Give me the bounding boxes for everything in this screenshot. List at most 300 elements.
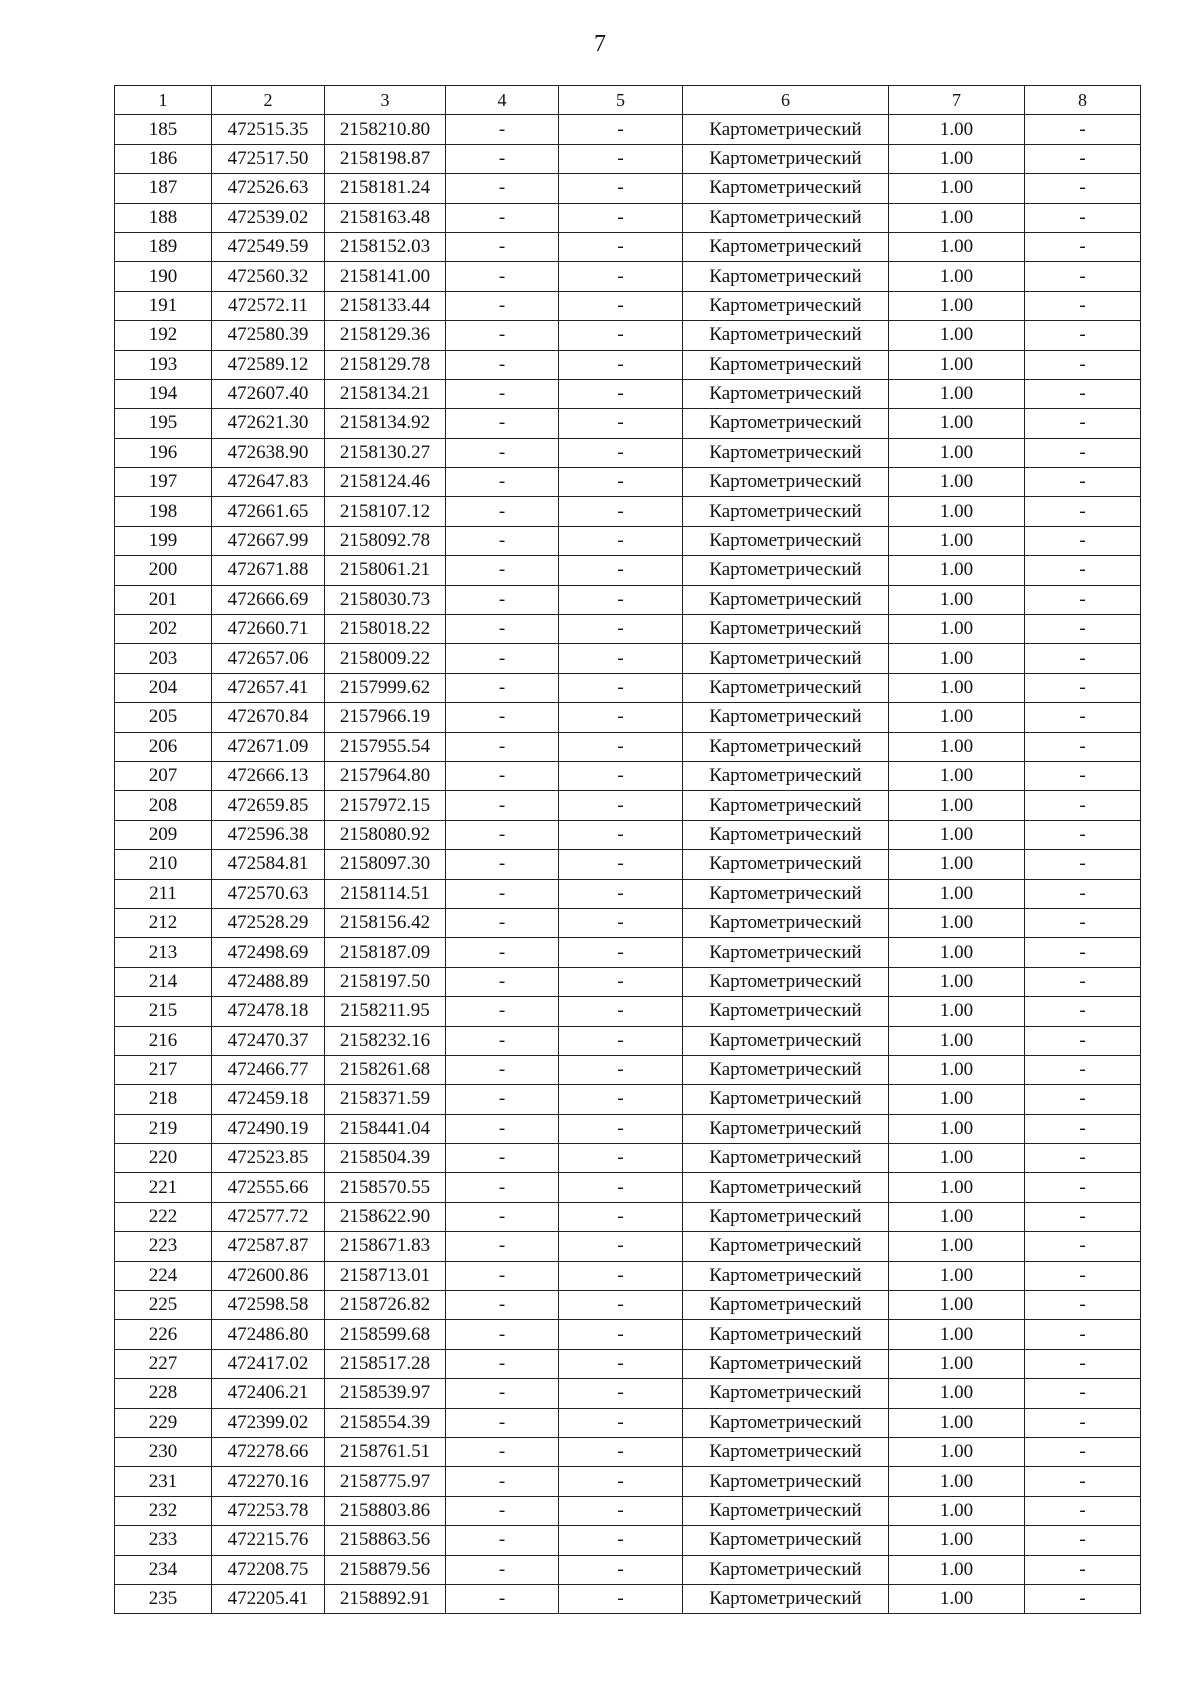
method-cell: Картометрический [683, 144, 889, 173]
column-5-cell: - [559, 1320, 683, 1349]
x-coordinate-cell: 472555.66 [212, 1173, 325, 1202]
point-number-cell: 208 [115, 791, 212, 820]
column-5-cell: - [559, 379, 683, 408]
column-5-cell: - [559, 291, 683, 320]
point-number-cell: 192 [115, 321, 212, 350]
y-coordinate-cell: 2158671.83 [325, 1232, 446, 1261]
accuracy-cell: 1.00 [889, 468, 1025, 497]
column-8-cell: - [1025, 556, 1141, 585]
column-8-cell: - [1025, 1055, 1141, 1084]
column-4-cell: - [446, 761, 559, 790]
point-number-cell: 190 [115, 262, 212, 291]
point-number-cell: 216 [115, 1026, 212, 1055]
column-4-cell: - [446, 938, 559, 967]
column-4-cell: - [446, 1232, 559, 1261]
y-coordinate-cell: 2158197.50 [325, 967, 446, 996]
column-8-cell: - [1025, 850, 1141, 879]
table-row [115, 1232, 1141, 1261]
table-row [115, 144, 1141, 173]
y-coordinate-cell: 2157972.15 [325, 791, 446, 820]
accuracy-cell: 1.00 [889, 1584, 1025, 1613]
accuracy-cell: 1.00 [889, 1114, 1025, 1143]
column-8-cell: - [1025, 703, 1141, 732]
table-row [115, 732, 1141, 761]
coordinates-table [114, 85, 1141, 1614]
point-number-cell: 222 [115, 1202, 212, 1231]
accuracy-cell: 1.00 [889, 1173, 1025, 1202]
column-4-cell: - [446, 321, 559, 350]
column-4-cell: - [446, 997, 559, 1026]
column-4-cell: - [446, 1173, 559, 1202]
accuracy-cell: 1.00 [889, 673, 1025, 702]
table-row [115, 585, 1141, 614]
column-4-cell: - [446, 468, 559, 497]
point-number-cell: 187 [115, 174, 212, 203]
column-4-cell: - [446, 203, 559, 232]
column-8-cell: - [1025, 997, 1141, 1026]
method-cell: Картометрический [683, 585, 889, 614]
column-4-cell: - [446, 908, 559, 937]
column-8-cell: - [1025, 615, 1141, 644]
accuracy-cell: 1.00 [889, 585, 1025, 614]
table-row [115, 761, 1141, 790]
column-4-cell: - [446, 673, 559, 702]
column-4-cell: - [446, 1055, 559, 1084]
x-coordinate-cell: 472208.75 [212, 1555, 325, 1584]
column-5-cell: - [559, 1584, 683, 1613]
point-number-cell: 189 [115, 232, 212, 261]
method-cell: Картометрический [683, 379, 889, 408]
accuracy-cell: 1.00 [889, 820, 1025, 849]
y-coordinate-cell: 2158141.00 [325, 262, 446, 291]
y-coordinate-cell: 2158133.44 [325, 291, 446, 320]
column-4-cell: - [446, 1467, 559, 1496]
method-cell: Картометрический [683, 1291, 889, 1320]
table-row [115, 174, 1141, 203]
column-5-cell: - [559, 761, 683, 790]
column-8-cell: - [1025, 732, 1141, 761]
accuracy-cell: 1.00 [889, 938, 1025, 967]
column-header: 1 [115, 86, 212, 115]
x-coordinate-cell: 472498.69 [212, 938, 325, 967]
x-coordinate-cell: 472600.86 [212, 1261, 325, 1290]
accuracy-cell: 1.00 [889, 1026, 1025, 1055]
x-coordinate-cell: 472253.78 [212, 1496, 325, 1525]
point-number-cell: 193 [115, 350, 212, 379]
y-coordinate-cell: 2158114.51 [325, 879, 446, 908]
x-coordinate-cell: 472598.58 [212, 1291, 325, 1320]
method-cell: Картометрический [683, 468, 889, 497]
column-8-cell: - [1025, 438, 1141, 467]
column-8-cell: - [1025, 497, 1141, 526]
column-4-cell: - [446, 1408, 559, 1437]
column-5-cell: - [559, 673, 683, 702]
table-row [115, 1173, 1141, 1202]
column-8-cell: - [1025, 791, 1141, 820]
accuracy-cell: 1.00 [889, 791, 1025, 820]
column-4-cell: - [446, 1437, 559, 1466]
column-4-cell: - [446, 1379, 559, 1408]
column-header: 7 [889, 86, 1025, 115]
x-coordinate-cell: 472417.02 [212, 1349, 325, 1378]
point-number-cell: 210 [115, 850, 212, 879]
method-cell: Картометрический [683, 232, 889, 261]
accuracy-cell: 1.00 [889, 291, 1025, 320]
accuracy-cell: 1.00 [889, 1408, 1025, 1437]
x-coordinate-cell: 472205.41 [212, 1584, 325, 1613]
column-header: 4 [446, 86, 559, 115]
point-number-cell: 231 [115, 1467, 212, 1496]
table-row [115, 1144, 1141, 1173]
column-4-cell: - [446, 232, 559, 261]
accuracy-cell: 1.00 [889, 526, 1025, 555]
y-coordinate-cell: 2157955.54 [325, 732, 446, 761]
column-4-cell: - [446, 291, 559, 320]
column-4-cell: - [446, 1026, 559, 1055]
point-number-cell: 220 [115, 1144, 212, 1173]
method-cell: Картометрический [683, 879, 889, 908]
column-8-cell: - [1025, 232, 1141, 261]
table-row [115, 703, 1141, 732]
column-5-cell: - [559, 350, 683, 379]
column-4-cell: - [446, 409, 559, 438]
point-number-cell: 197 [115, 468, 212, 497]
y-coordinate-cell: 2158181.24 [325, 174, 446, 203]
point-number-cell: 207 [115, 761, 212, 790]
table-row [115, 1408, 1141, 1437]
table-row [115, 1261, 1141, 1290]
column-8-cell: - [1025, 820, 1141, 849]
y-coordinate-cell: 2158134.21 [325, 379, 446, 408]
accuracy-cell: 1.00 [889, 879, 1025, 908]
y-coordinate-cell: 2158134.92 [325, 409, 446, 438]
y-coordinate-cell: 2158622.90 [325, 1202, 446, 1231]
table-row [115, 1085, 1141, 1114]
accuracy-cell: 1.00 [889, 1202, 1025, 1231]
method-cell: Картометрический [683, 644, 889, 673]
method-cell: Картометрический [683, 203, 889, 232]
column-5-cell: - [559, 732, 683, 761]
point-number-cell: 194 [115, 379, 212, 408]
column-5-cell: - [559, 791, 683, 820]
method-cell: Картометрический [683, 115, 889, 144]
table-row [115, 1026, 1141, 1055]
column-5-cell: - [559, 526, 683, 555]
point-number-cell: 218 [115, 1085, 212, 1114]
x-coordinate-cell: 472666.69 [212, 585, 325, 614]
x-coordinate-cell: 472466.77 [212, 1055, 325, 1084]
table-row [115, 820, 1141, 849]
x-coordinate-cell: 472270.16 [212, 1467, 325, 1496]
accuracy-cell: 1.00 [889, 850, 1025, 879]
y-coordinate-cell: 2157999.62 [325, 673, 446, 702]
y-coordinate-cell: 2158261.68 [325, 1055, 446, 1084]
column-8-cell: - [1025, 1555, 1141, 1584]
column-4-cell: - [446, 1526, 559, 1555]
method-cell: Картометрический [683, 820, 889, 849]
column-4-cell: - [446, 1085, 559, 1114]
y-coordinate-cell: 2158187.09 [325, 938, 446, 967]
x-coordinate-cell: 472399.02 [212, 1408, 325, 1437]
point-number-cell: 234 [115, 1555, 212, 1584]
table-row [115, 615, 1141, 644]
table-row [115, 556, 1141, 585]
column-5-cell: - [559, 232, 683, 261]
y-coordinate-cell: 2158211.95 [325, 997, 446, 1026]
column-8-cell: - [1025, 321, 1141, 350]
accuracy-cell: 1.00 [889, 1085, 1025, 1114]
table-row [115, 1584, 1141, 1613]
method-cell: Картометрический [683, 938, 889, 967]
method-cell: Картометрический [683, 850, 889, 879]
column-4-cell: - [446, 1555, 559, 1584]
y-coordinate-cell: 2158517.28 [325, 1349, 446, 1378]
column-4-cell: - [446, 1291, 559, 1320]
y-coordinate-cell: 2158441.04 [325, 1114, 446, 1143]
method-cell: Картометрический [683, 526, 889, 555]
x-coordinate-cell: 472406.21 [212, 1379, 325, 1408]
column-8-cell: - [1025, 1114, 1141, 1143]
method-cell: Картометрический [683, 438, 889, 467]
y-coordinate-cell: 2158156.42 [325, 908, 446, 937]
accuracy-cell: 1.00 [889, 615, 1025, 644]
point-number-cell: 199 [115, 526, 212, 555]
column-header: 8 [1025, 86, 1141, 115]
column-8-cell: - [1025, 262, 1141, 291]
column-5-cell: - [559, 879, 683, 908]
column-8-cell: - [1025, 1232, 1141, 1261]
point-number-cell: 213 [115, 938, 212, 967]
column-8-cell: - [1025, 1261, 1141, 1290]
column-5-cell: - [559, 1026, 683, 1055]
column-8-cell: - [1025, 1408, 1141, 1437]
point-number-cell: 228 [115, 1379, 212, 1408]
column-8-cell: - [1025, 908, 1141, 937]
column-4-cell: - [446, 585, 559, 614]
accuracy-cell: 1.00 [889, 144, 1025, 173]
accuracy-cell: 1.00 [889, 232, 1025, 261]
column-8-cell: - [1025, 174, 1141, 203]
method-cell: Картометрический [683, 1114, 889, 1143]
table-row [115, 203, 1141, 232]
column-8-cell: - [1025, 1173, 1141, 1202]
x-coordinate-cell: 472607.40 [212, 379, 325, 408]
column-8-cell: - [1025, 1349, 1141, 1378]
accuracy-cell: 1.00 [889, 1261, 1025, 1290]
x-coordinate-cell: 472671.09 [212, 732, 325, 761]
point-number-cell: 233 [115, 1526, 212, 1555]
x-coordinate-cell: 472572.11 [212, 291, 325, 320]
method-cell: Картометрический [683, 791, 889, 820]
y-coordinate-cell: 2158018.22 [325, 615, 446, 644]
column-header: 3 [325, 86, 446, 115]
method-cell: Картометрический [683, 556, 889, 585]
table-row [115, 967, 1141, 996]
method-cell: Картометрический [683, 967, 889, 996]
y-coordinate-cell: 2158030.73 [325, 585, 446, 614]
x-coordinate-cell: 472589.12 [212, 350, 325, 379]
point-number-cell: 195 [115, 409, 212, 438]
y-coordinate-cell: 2158371.59 [325, 1085, 446, 1114]
table-row [115, 644, 1141, 673]
table-row [115, 291, 1141, 320]
column-8-cell: - [1025, 526, 1141, 555]
y-coordinate-cell: 2158539.97 [325, 1379, 446, 1408]
column-4-cell: - [446, 438, 559, 467]
y-coordinate-cell: 2158163.48 [325, 203, 446, 232]
table-row [115, 468, 1141, 497]
column-5-cell: - [559, 1526, 683, 1555]
method-cell: Картометрический [683, 1584, 889, 1613]
method-cell: Картометрический [683, 1085, 889, 1114]
method-cell: Картометрический [683, 1173, 889, 1202]
column-4-cell: - [446, 967, 559, 996]
x-coordinate-cell: 472638.90 [212, 438, 325, 467]
accuracy-cell: 1.00 [889, 1437, 1025, 1466]
y-coordinate-cell: 2158879.56 [325, 1555, 446, 1584]
accuracy-cell: 1.00 [889, 321, 1025, 350]
method-cell: Картометрический [683, 1496, 889, 1525]
point-number-cell: 196 [115, 438, 212, 467]
table-row [115, 1320, 1141, 1349]
point-number-cell: 219 [115, 1114, 212, 1143]
table-row [115, 379, 1141, 408]
accuracy-cell: 1.00 [889, 703, 1025, 732]
column-header: 6 [683, 86, 889, 115]
column-8-cell: - [1025, 379, 1141, 408]
column-8-cell: - [1025, 1584, 1141, 1613]
table-row [115, 1349, 1141, 1378]
column-5-cell: - [559, 1408, 683, 1437]
y-coordinate-cell: 2158097.30 [325, 850, 446, 879]
column-4-cell: - [446, 1144, 559, 1173]
column-8-cell: - [1025, 115, 1141, 144]
y-coordinate-cell: 2158061.21 [325, 556, 446, 585]
x-coordinate-cell: 472523.85 [212, 1144, 325, 1173]
table-row [115, 1055, 1141, 1084]
column-8-cell: - [1025, 1379, 1141, 1408]
column-4-cell: - [446, 703, 559, 732]
table-row [115, 1202, 1141, 1231]
point-number-cell: 230 [115, 1437, 212, 1466]
column-5-cell: - [559, 1085, 683, 1114]
table-row [115, 350, 1141, 379]
method-cell: Картометрический [683, 761, 889, 790]
table-row [115, 997, 1141, 1026]
x-coordinate-cell: 472459.18 [212, 1085, 325, 1114]
column-8-cell: - [1025, 1202, 1141, 1231]
table-row [115, 908, 1141, 937]
y-coordinate-cell: 2157966.19 [325, 703, 446, 732]
column-4-cell: - [446, 526, 559, 555]
table-row [115, 409, 1141, 438]
method-cell: Картометрический [683, 997, 889, 1026]
point-number-cell: 235 [115, 1584, 212, 1613]
column-4-cell: - [446, 1320, 559, 1349]
accuracy-cell: 1.00 [889, 497, 1025, 526]
accuracy-cell: 1.00 [889, 1349, 1025, 1378]
column-5-cell: - [559, 1202, 683, 1231]
column-8-cell: - [1025, 1496, 1141, 1525]
point-number-cell: 214 [115, 967, 212, 996]
column-8-cell: - [1025, 1437, 1141, 1466]
column-5-cell: - [559, 1467, 683, 1496]
column-4-cell: - [446, 262, 559, 291]
x-coordinate-cell: 472278.66 [212, 1437, 325, 1466]
x-coordinate-cell: 472580.39 [212, 321, 325, 350]
point-number-cell: 201 [115, 585, 212, 614]
method-cell: Картометрический [683, 1379, 889, 1408]
column-8-cell: - [1025, 938, 1141, 967]
point-number-cell: 188 [115, 203, 212, 232]
y-coordinate-cell: 2158761.51 [325, 1437, 446, 1466]
point-number-cell: 229 [115, 1408, 212, 1437]
column-4-cell: - [446, 174, 559, 203]
column-5-cell: - [559, 908, 683, 937]
column-8-cell: - [1025, 468, 1141, 497]
table-row [115, 1555, 1141, 1584]
point-number-cell: 227 [115, 1349, 212, 1378]
x-coordinate-cell: 472666.13 [212, 761, 325, 790]
x-coordinate-cell: 472587.87 [212, 1232, 325, 1261]
table-row [115, 115, 1141, 144]
x-coordinate-cell: 472570.63 [212, 879, 325, 908]
point-number-cell: 200 [115, 556, 212, 585]
column-5-cell: - [559, 703, 683, 732]
table-row [115, 526, 1141, 555]
point-number-cell: 185 [115, 115, 212, 144]
table-row [115, 497, 1141, 526]
method-cell: Картометрический [683, 1408, 889, 1437]
x-coordinate-cell: 472215.76 [212, 1526, 325, 1555]
method-cell: Картометрический [683, 350, 889, 379]
column-8-cell: - [1025, 291, 1141, 320]
accuracy-cell: 1.00 [889, 1055, 1025, 1084]
column-5-cell: - [559, 967, 683, 996]
column-4-cell: - [446, 144, 559, 173]
column-8-cell: - [1025, 879, 1141, 908]
y-coordinate-cell: 2158080.92 [325, 820, 446, 849]
x-coordinate-cell: 472577.72 [212, 1202, 325, 1231]
x-coordinate-cell: 472486.80 [212, 1320, 325, 1349]
method-cell: Картометрический [683, 732, 889, 761]
column-5-cell: - [559, 1496, 683, 1525]
column-4-cell: - [446, 1584, 559, 1613]
point-number-cell: 206 [115, 732, 212, 761]
column-5-cell: - [559, 203, 683, 232]
table-row [115, 1437, 1141, 1466]
column-4-cell: - [446, 732, 559, 761]
point-number-cell: 221 [115, 1173, 212, 1202]
column-5-cell: - [559, 438, 683, 467]
point-number-cell: 212 [115, 908, 212, 937]
column-4-cell: - [446, 820, 559, 849]
column-4-cell: - [446, 556, 559, 585]
accuracy-cell: 1.00 [889, 1526, 1025, 1555]
y-coordinate-cell: 2158210.80 [325, 115, 446, 144]
column-5-cell: - [559, 997, 683, 1026]
column-8-cell: - [1025, 144, 1141, 173]
point-number-cell: 211 [115, 879, 212, 908]
column-8-cell: - [1025, 1026, 1141, 1055]
accuracy-cell: 1.00 [889, 1467, 1025, 1496]
header-row [115, 86, 1141, 115]
x-coordinate-cell: 472671.88 [212, 556, 325, 585]
y-coordinate-cell: 2158863.56 [325, 1526, 446, 1555]
method-cell: Картометрический [683, 262, 889, 291]
point-number-cell: 217 [115, 1055, 212, 1084]
point-number-cell: 225 [115, 1291, 212, 1320]
